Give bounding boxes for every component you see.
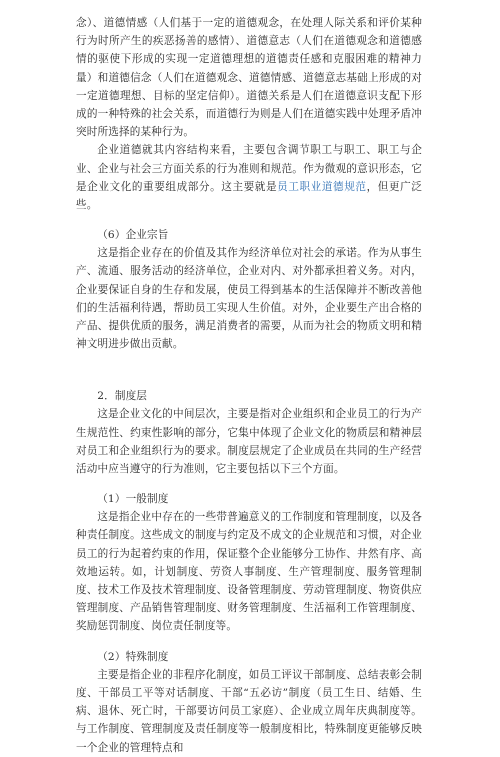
ethics-text-before: 企业道德就其内容结构来看，主要包含调节职工与职工、职工与企业、企业与社会三方面关系的行为准则和规范。作为微观的意识形态，它是企业文化的重要组成部分。这主要就是: [76, 144, 422, 193]
heading-special-systems: （2）特殊制度: [97, 650, 169, 663]
paragraph-institutional-layer: 这是企业文化的中间层次，主要是指对企业组织和企业员工的行为产生规范性、约束性影响的部分，它集中体现了企业文化的物质层和精神层对员工和企业组织行为的要求。制度层规定了企业成员在共同的生产经营活动中应当遵守的行为准则，它主要包括以下三个方面。: [76, 408, 422, 476]
paragraph-moral-components: 念）、道德情感（人们基于一定的道德观念，在处理人际关系和评价某种行为时所产生的疾恶扬善的感情）、道德意志（人们在道德观念和道德感情的驱使下形成的实现一定道德理想的道德责任感和克服困难的精神力量）和道德信念（人们在道德观念、道德情感、道德意志基础上形成的对一定道德理想、目标的坚定信仰）。道德关系是人们在道德意识支配下形成的一种特殊的社会关系，而道德行为则是人们在道德实践中处理矛盾冲突时所选择的某种行为。: [76, 17, 422, 139]
paragraph-general-systems: 这是指企业中存在的一些带普遍意义的工作制度和管理制度，以及各种责任制度。这些成文的制度与约定及不成文的企业规范和习惯，对企业员工的行为起着约束的作用，保证整个企业能够分工协作、井然有序、高效地运转。如，计划制度、劳资人事制度、生产管理制度、服务管理制度、技术工作及技术管理制度、设备管理制度、劳动管理制度、物资供应管理制度、产品销售管理制度、财务管理制度、生活福利工作管理制度、奖励惩罚制度、岗位责任制度等。: [76, 511, 422, 633]
spacer: [76, 214, 422, 226]
paragraph-enterprise-purpose: 这是指企业存在的价值及其作为经济单位对社会的承诺。作为从事生产、流通、服务活动的经济单位，企业对内、对外都承担着义务。对内，企业要保证自身的生存和发展，使员工得到基本的生活保障并不断改善他们的生活福利待遇，帮助员工实现人生价值。对外，企业要生产出合格的产品、提供优质的服务，满足消费者的需要，从而为社会的物质文明和精神文明进步做出贡献。: [76, 247, 422, 351]
heading-enterprise-purpose: （6）企业宗旨: [97, 229, 169, 242]
heading-general-systems: （1）一般制度: [97, 493, 169, 506]
spacer: [76, 636, 422, 648]
paragraph-enterprise-ethics: [76, 141, 422, 214]
code-of-conduct-link[interactable]: 员工职业道德规范: [277, 180, 367, 193]
spacer: [76, 478, 422, 490]
paragraph-special-systems: 主要是指企业的非程序化制度，如员工评议干部制度、总结表彰会制度、干部员工平等对话制度、干部“五必访”制度（员工生日、结婚、生病、退休、死亡时，干部要访问员工家庭）、企业成立周年庆典制度等。与工作制度、管理制度及责任制度等一般制度相比，特殊制度更能够反映一个企业的管理特点和: [76, 668, 422, 754]
heading-institutional-layer: 2．制度层: [97, 390, 148, 403]
ethics-text-after: ，但更广泛些。: [76, 180, 423, 212]
spacer: [76, 353, 422, 387]
